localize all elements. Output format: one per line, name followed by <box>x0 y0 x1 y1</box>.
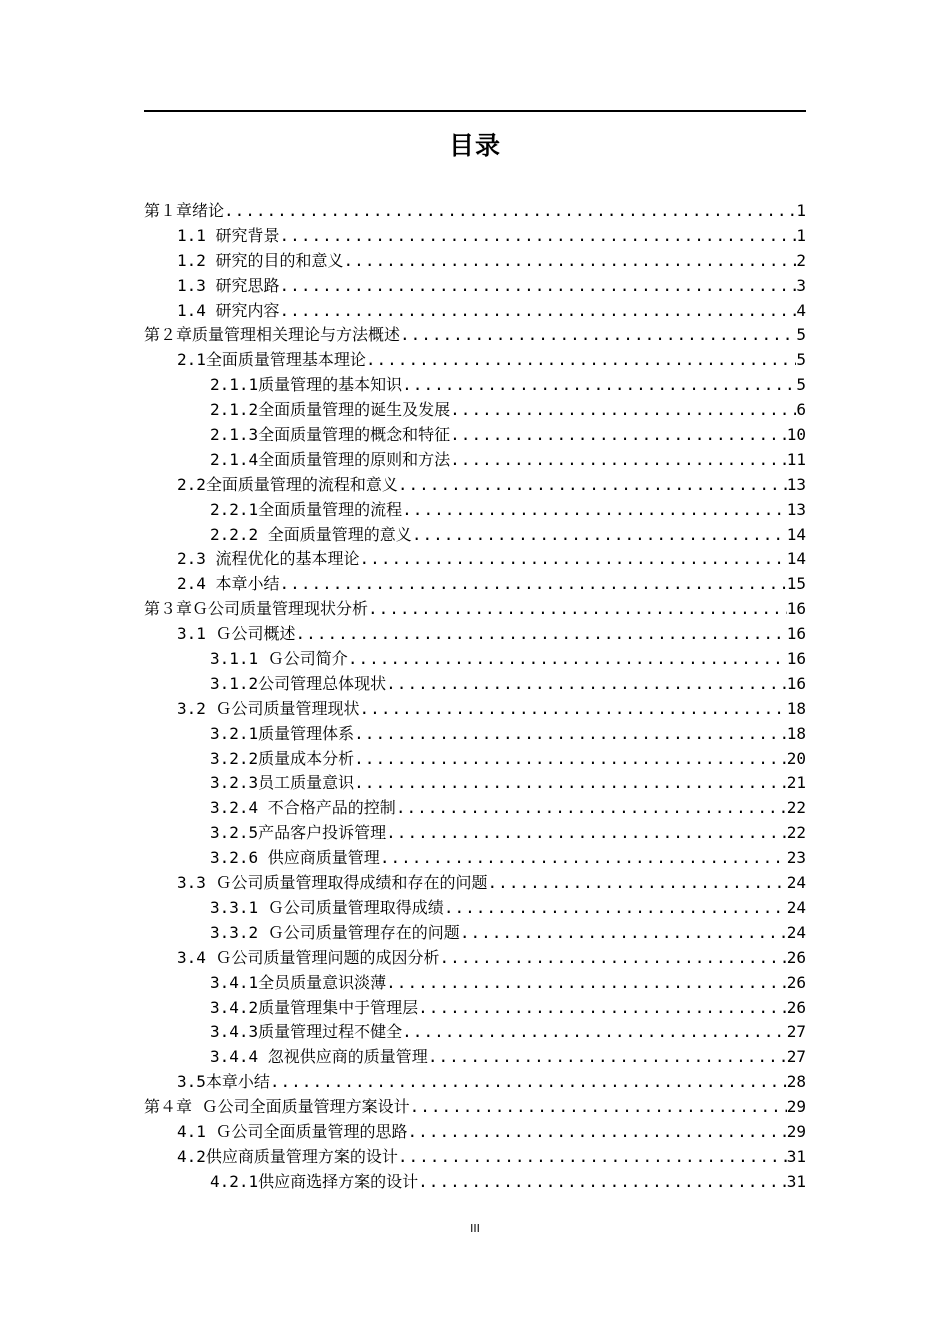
toc-dot-leader <box>400 323 796 348</box>
toc-entry-label: 第２章质量管理相关理论与方法概述 <box>144 325 401 345</box>
toc-entry-page: 18 <box>786 698 806 718</box>
toc-entry[interactable] <box>144 1020 806 1045</box>
toc-entry[interactable] <box>144 871 806 896</box>
toc-entry-page: 27 <box>786 1022 806 1042</box>
toc-entry[interactable] <box>144 1095 806 1120</box>
toc-dot-leader <box>408 1120 787 1145</box>
toc-entry-label: 3.2.6 供应商质量管理 <box>210 848 380 868</box>
toc-dot-leader <box>386 672 787 697</box>
toc-entry-label: 1.1 研究背景 <box>177 225 280 245</box>
toc-entry-label: 2.1.1质量管理的基本知识 <box>210 375 403 395</box>
toc-entry-page: 28 <box>786 1072 806 1092</box>
toc-entry-label: 2.4 本章小结 <box>177 574 280 594</box>
page-title: 目录 <box>448 131 501 160</box>
toc-entry-page: 31 <box>786 1146 806 1166</box>
toc-dot-leader <box>280 572 787 597</box>
toc-dot-leader <box>368 597 787 622</box>
toc-entry-label: 4.2供应商质量管理方案的设计 <box>177 1146 398 1166</box>
toc-entry-label: 3.4.1全员质量意识淡薄 <box>210 972 387 992</box>
toc-dot-leader <box>380 846 787 871</box>
toc-entry-page: 1 <box>796 201 806 220</box>
toc-dot-leader <box>270 1070 787 1095</box>
toc-entry-page: 24 <box>786 922 806 942</box>
toc-entry[interactable] <box>144 1145 806 1170</box>
toc-entry[interactable] <box>144 796 806 821</box>
toc-dot-leader <box>488 871 787 896</box>
toc-entry[interactable] <box>144 747 806 772</box>
toc-entry-label: 2.2.2 全面质量管理的意义 <box>210 524 412 544</box>
toc-entry-label: 2.1.4全面质量管理的原则和方法 <box>210 449 451 469</box>
toc-entry[interactable] <box>144 199 806 224</box>
toc-entry[interactable] <box>144 249 806 274</box>
toc-dot-leader <box>410 1095 787 1120</box>
toc-entry-label: 1.2 研究的目的和意义 <box>177 250 344 270</box>
toc-entry-page: 16 <box>786 599 806 619</box>
toc-dot-leader <box>354 747 787 772</box>
toc-entry[interactable] <box>144 448 806 473</box>
toc-entry[interactable] <box>144 547 806 572</box>
toc-entry-label: 3.3.1 Ｇ公司质量管理取得成绩 <box>210 897 444 917</box>
toc-entry-label: 第３章Ｇ公司质量管理现状分析 <box>144 599 369 619</box>
toc-dot-leader <box>450 423 787 448</box>
toc-entry[interactable] <box>144 622 806 647</box>
toc-entry-page: 24 <box>786 897 806 917</box>
toc-entry[interactable] <box>144 722 806 747</box>
toc-entry-label: 3.2.1质量管理体系 <box>210 723 355 743</box>
toc-entry-label: 第１章绪论 <box>144 201 225 220</box>
toc-dot-leader <box>412 523 787 548</box>
toc-entry-label: 2.2.1全面质量管理的流程 <box>210 499 403 519</box>
toc-entry[interactable] <box>144 398 806 423</box>
toc-entry[interactable] <box>144 498 806 523</box>
toc-entry-label: 1.4 研究内容 <box>177 300 280 320</box>
toc-entry-page: 3 <box>796 275 806 295</box>
toc-entry[interactable] <box>144 597 806 622</box>
toc-entry-page: 26 <box>786 972 806 992</box>
toc-entry-page: 26 <box>786 947 806 967</box>
toc-dot-leader <box>402 1020 787 1045</box>
toc-entry[interactable] <box>144 1120 806 1145</box>
toc-entry[interactable] <box>144 572 806 597</box>
toc-entry-label: 3.3.2 Ｇ公司质量管理存在的问题 <box>210 922 460 942</box>
toc-entry-page: 22 <box>786 798 806 818</box>
toc-dot-leader <box>348 647 787 672</box>
toc-entry[interactable] <box>144 373 806 398</box>
toc-entry-label: 2.3 流程优化的基本理论 <box>177 549 360 569</box>
toc-entry-page: 16 <box>786 649 806 669</box>
toc-entry-label: 3.2 Ｇ公司质量管理现状 <box>177 698 360 718</box>
toc-entry-label: 第４章 Ｇ公司全面质量管理方案设计 <box>144 1097 410 1117</box>
toc-entry-page: 11 <box>786 449 806 469</box>
toc-entry-label: 3.1.2公司管理总体现状 <box>210 673 387 693</box>
toc-entry[interactable] <box>144 348 806 373</box>
toc-entry-label: 4.2.1供应商选择方案的设计 <box>210 1171 419 1191</box>
toc-entry-page: 16 <box>786 673 806 693</box>
toc-dot-leader <box>344 249 796 274</box>
toc-entry-label: 2.1.3全面质量管理的概念和特征 <box>210 425 451 445</box>
toc-entry[interactable] <box>144 771 806 796</box>
toc-entry[interactable] <box>144 523 806 548</box>
toc-entry-page: 2 <box>796 250 806 270</box>
toc-entry[interactable] <box>144 1170 806 1195</box>
toc-entry[interactable] <box>144 921 806 946</box>
toc-entry-page: 5 <box>796 375 806 395</box>
toc-dot-leader <box>224 199 796 224</box>
toc-entry-label: 3.2.5产品客户投诉管理 <box>210 823 387 843</box>
toc-dot-leader <box>280 299 796 324</box>
toc-entry-page: 13 <box>786 499 806 519</box>
toc-entry[interactable] <box>144 323 806 348</box>
toc-entry-label: 3.4.3质量管理过程不健全 <box>210 1022 403 1042</box>
toc-entry-label: 3.1.1 Ｇ公司简介 <box>210 649 348 669</box>
toc-entry-page: 16 <box>786 624 806 644</box>
toc-dot-leader <box>296 622 787 647</box>
toc-entry-label: 3.2.3员工质量意识 <box>210 773 355 793</box>
toc-entry-page: 6 <box>796 400 806 420</box>
toc-entry-page: 29 <box>786 1097 806 1117</box>
toc-entry-page: 15 <box>786 574 806 594</box>
toc-entry-label: 3.2.4 不合格产品的控制 <box>210 798 396 818</box>
toc-dot-leader <box>460 921 787 946</box>
toc-entry-page: 29 <box>786 1121 806 1141</box>
toc-dot-leader <box>280 274 796 299</box>
toc-entry[interactable] <box>144 1070 806 1095</box>
toc-dot-leader <box>450 448 787 473</box>
toc-dot-leader <box>398 473 787 498</box>
toc-entry-page: 21 <box>786 773 806 793</box>
toc-entry-label: 1.3 研究思路 <box>177 275 280 295</box>
toc-entry-page: 18 <box>786 723 806 743</box>
toc-entry[interactable] <box>144 821 806 846</box>
toc-entry-label: 4.1 Ｇ公司全面质量管理的思路 <box>177 1121 408 1141</box>
toc-dot-leader <box>354 722 787 747</box>
toc-dot-leader <box>402 498 787 523</box>
toc-entry-page: 5 <box>796 350 806 370</box>
toc-entry-label: 2.1全面质量管理基本理论 <box>177 350 366 370</box>
toc-dot-leader <box>450 398 796 423</box>
toc-dot-leader <box>396 796 787 821</box>
toc-dot-leader <box>428 1045 787 1070</box>
toc-entry[interactable] <box>144 996 806 1021</box>
toc-entry-page: 31 <box>786 1171 806 1191</box>
toc-entry-label: 2.1.2全面质量管理的诞生及发展 <box>210 400 451 420</box>
toc-dot-leader <box>440 946 787 971</box>
toc-entry-label: 3.2.2质量成本分析 <box>210 748 355 768</box>
toc-dot-leader <box>418 1170 787 1195</box>
toc-entry-page: 22 <box>786 823 806 843</box>
toc-entry[interactable] <box>144 274 806 299</box>
toc-entry-label: 3.1 Ｇ公司概述 <box>177 624 296 644</box>
toc-dot-leader <box>386 971 787 996</box>
toc-entry-page: 27 <box>786 1047 806 1067</box>
toc-dot-leader <box>386 821 787 846</box>
toc-dot-leader <box>360 547 787 572</box>
toc-entry-page: 26 <box>786 997 806 1017</box>
toc-entry-page: 1 <box>796 225 806 245</box>
toc-entry-page: 23 <box>786 848 806 868</box>
toc-entry[interactable] <box>144 1045 806 1070</box>
toc-entry[interactable] <box>144 697 806 722</box>
toc-entry-page: 24 <box>786 873 806 893</box>
toc-dot-leader <box>418 996 787 1021</box>
toc-entry[interactable] <box>144 896 806 921</box>
toc-entry[interactable] <box>144 846 806 871</box>
toc-entry[interactable] <box>144 971 806 996</box>
toc-entry-label: 3.4 Ｇ公司质量管理问题的成因分析 <box>177 947 440 967</box>
toc-entry[interactable] <box>144 299 806 324</box>
toc-dot-leader <box>402 373 796 398</box>
toc-entry-label: 3.4.4 忽视供应商的质量管理 <box>210 1047 428 1067</box>
toc-entry-page: 14 <box>786 549 806 569</box>
toc-dot-leader <box>366 348 796 373</box>
toc-entry-label: 3.3 Ｇ公司质量管理取得成绩和存在的问题 <box>177 873 488 893</box>
toc-entry-label: 3.5本章小结 <box>177 1072 270 1092</box>
toc-dot-leader <box>280 224 796 249</box>
toc-entry-page: 14 <box>786 524 806 544</box>
toc-entry-page: 20 <box>786 748 806 768</box>
toc-dot-leader <box>398 1145 787 1170</box>
toc-entry[interactable] <box>144 423 806 448</box>
toc-entry-page: 5 <box>796 325 806 345</box>
toc-entry-label: 2.2全面质量管理的流程和意义 <box>177 474 398 494</box>
toc-entry[interactable] <box>144 647 806 672</box>
toc-entry-page: 4 <box>796 300 806 320</box>
table-of-contents <box>144 199 806 1195</box>
toc-dot-leader <box>360 697 787 722</box>
toc-entry[interactable] <box>144 672 806 697</box>
toc-dot-leader <box>354 771 787 796</box>
toc-entry-page: 10 <box>786 425 806 445</box>
toc-entry-page: 13 <box>786 474 806 494</box>
toc-entry[interactable] <box>144 473 806 498</box>
toc-dot-leader <box>444 896 787 921</box>
toc-entry-label: 3.4.2质量管理集中于管理层 <box>210 997 419 1017</box>
header-rule <box>144 110 806 112</box>
toc-entry[interactable] <box>144 946 806 971</box>
page-number: III <box>470 1222 480 1235</box>
toc-entry[interactable] <box>144 224 806 249</box>
